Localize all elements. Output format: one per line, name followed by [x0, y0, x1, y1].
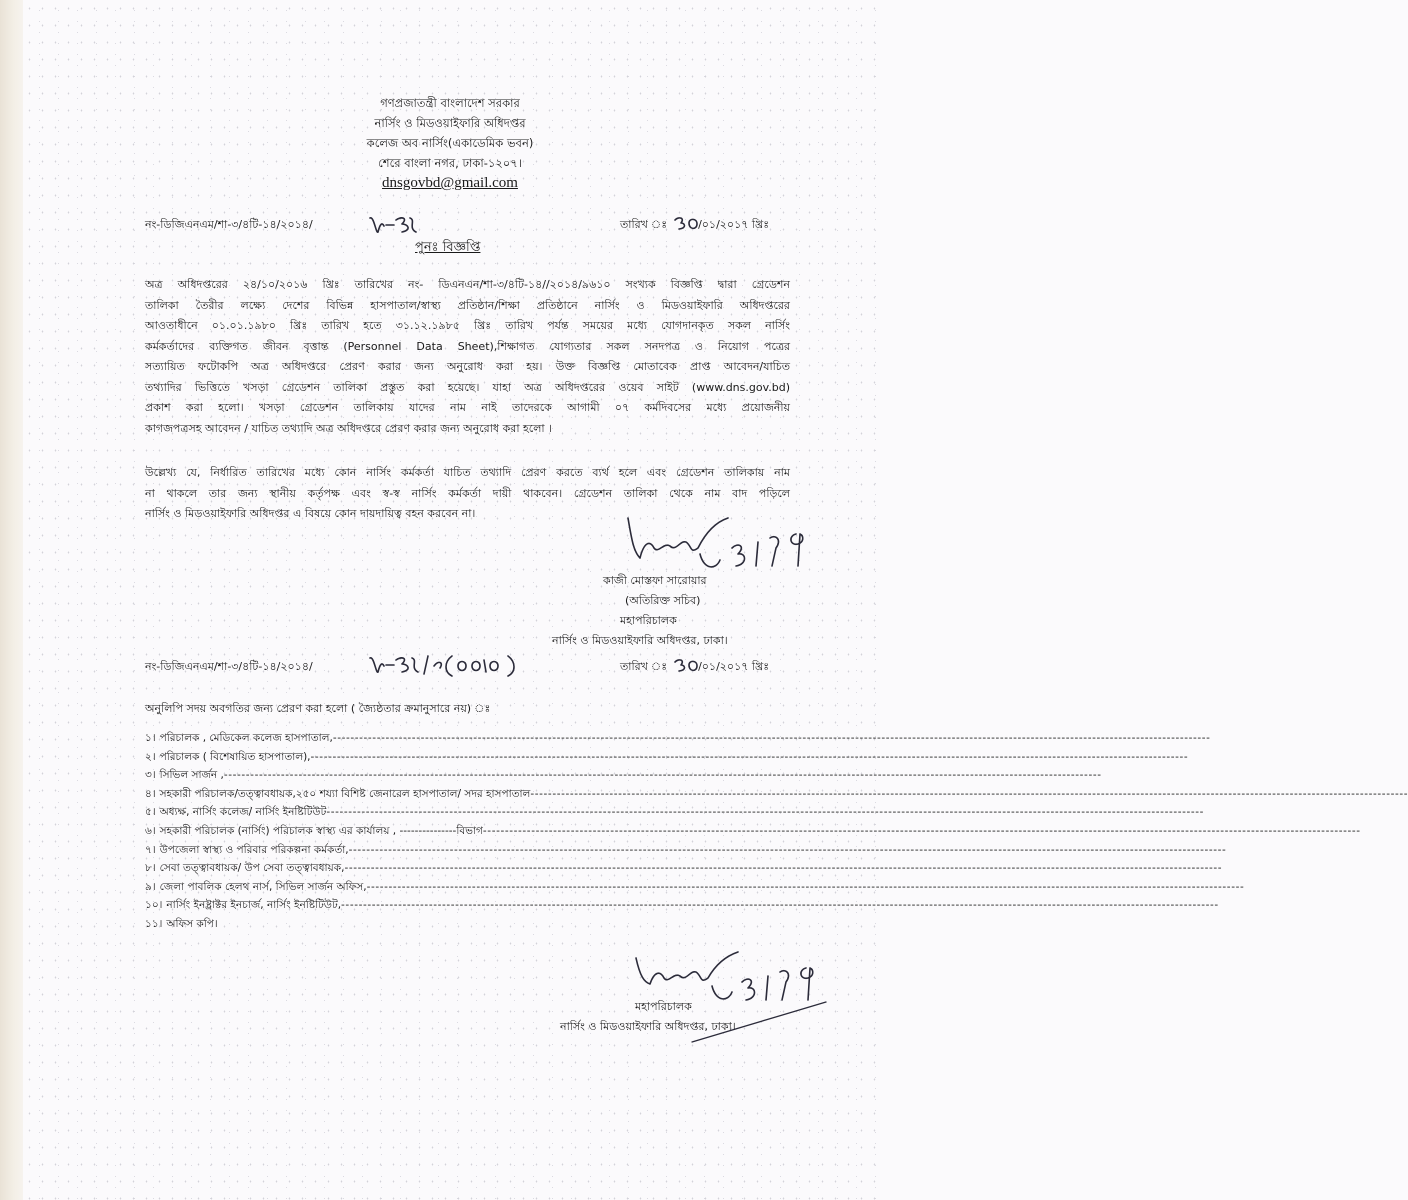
distribution-item [145, 766, 1102, 785]
memo1-date-label: তারিখ ঃ [620, 218, 668, 231]
memo2-reference-handwritten [368, 652, 538, 678]
distribution-item-text: সিভিল সার্জন , [159, 769, 224, 782]
signature-1-handwritten [620, 512, 820, 577]
distribution-item-fill-line: -------------------------------------------------------------------------------------------------------------------------------------------------------------------------------------------------------- [348, 843, 1227, 856]
paragraph-line: তথ্যাদির ভিত্তিতে খসড়া গ্রেডেশন তালিকা প্রস্তুত করা হয়েছে। যাহা অত্র অধিদপ্তরের ওয়েব সাইট (www.dns.gov.bd) [145, 380, 790, 394]
memo1-reference [145, 216, 313, 235]
distribution-item [145, 878, 1245, 897]
notice-title: পুনঃ বিজ্ঞপ্তি [415, 240, 481, 255]
paragraph-line: সত্যায়িত ফটোকপি অত্র অধিদপ্তরে প্রেরণ করার জন্য অনুরোধ করা হয়। উক্ত বিজ্ঞপ্তি মোতাবেক প্রাপ্ত আবেদন/যাচিত [145, 360, 790, 373]
paragraph-line: না থাকলে তার জন্য স্থানীয় কর্তৃপক্ষ এবং স্ব-স্ব নার্সিং কর্মকর্তা দায়ী থাকবেন। গ্রেডেশন তালিকা থেকে নাম বাদ পড়িলে [145, 486, 790, 500]
distribution-item [145, 803, 1205, 822]
distribution-item [145, 859, 1223, 878]
distribution-item [145, 915, 785, 934]
memo1-date-handwritten [673, 214, 699, 232]
distribution-item [145, 748, 1189, 767]
distribution-item-number: ২। [145, 750, 156, 763]
memo2-date-rest: /০১/২০১৭ খ্রিঃ [698, 660, 770, 673]
paragraph-line: প্রকাশ করা হলো। খসড়া গ্রেডেশন তালিকায় যাদের নাম নাই তাদেরকে আগামী ০৭ কর্মদিবসের মধ্যে প্রয়োজনীয় [145, 401, 790, 414]
distribution-item-text: পরিচালক ( বিশেষায়িত হাসপাতাল), [159, 750, 311, 763]
distribution-item-number: ১০। [145, 899, 163, 912]
distribution-item-text: সেবা তত্ত্বাবধায়ক/ উপ সেবা তত্ত্বাবধায়ক, [159, 862, 345, 875]
letterhead-email[interactable]: dnsgovbd@gmail.com [382, 175, 518, 191]
distribution-item-number: ৯। [145, 880, 156, 893]
letterhead [300, 93, 600, 193]
distribution-item [145, 822, 1361, 841]
distribution-item-fill-line: -------------------------------------------------------------------------------------------------------------------------------------------------------------------------------------------------------- [341, 899, 1219, 912]
distribution-item-text: পরিচালক , মেডিকেল কলেজ হাসপাতাল, [159, 732, 333, 744]
memo2-date-label: তারিখ ঃ [620, 660, 668, 673]
distribution-item [145, 896, 1219, 915]
body-paragraph-1 [145, 275, 790, 439]
distribution-item-number: ১। [145, 732, 156, 744]
memo2-date-handwritten [673, 656, 699, 674]
distribution-item-fill-line: -------------------------------------------------------------------------------------------------------------------------------------------------------------------------------------------------------- [326, 806, 1205, 819]
signature-2-office: নার্সিং ও মিডওয়াইফারি অধিদপ্তর, ঢাকা। [560, 1020, 736, 1033]
signature-2-underline [690, 1000, 830, 1045]
paragraph-line: নার্সিং ও মিডওয়াইফারি অধিদপ্তর এ বিষয়ে কোন দায়দায়িত্ব বহন করবেন না। [145, 507, 476, 520]
distribution-item-fill-line: -------------------------------------------------------------------------------------------------------------------------------------------------------------------------------------------------------- [223, 769, 1102, 782]
distribution-item-fill-line: -------------------------------------------------------------------------------------------------------------------------------------------------------------------------------------------------------- [332, 732, 1211, 744]
letterhead-directorate: নার্সিং ও মিডওয়াইফারি অধিদপ্তর [374, 116, 526, 130]
signatory-rank: (অতিরিক্ত সচিব) [625, 594, 701, 607]
distribution-item [145, 785, 1408, 804]
memo1-reference-printed: নং-ডিজিএনএম/শা-৩/৪টি-১৪/২০১৪/ [145, 218, 313, 231]
signatory-name: কাজী মোস্তফা সারোয়ার [603, 574, 707, 587]
paragraph-line: উল্লেখ্য যে, নির্ধারিত তারিখের মধ্যে কোন নার্সিং কর্মকর্তা যাচিত তথ্যাদি প্রেরণ করতে ব্যর্থ হলে এবং গ্রেডেশন তালিকায় নাম [145, 466, 790, 479]
signatory-designation: মহাপরিচালক [620, 614, 677, 627]
distribution-item-text: সহকারী পরিচালক/তত্ত্বাবধায়ক,২৫০ শয্যা বিশিষ্ট জেনারেল হাসপাতাল/ সদর হাসপাতাল [159, 787, 531, 800]
distribution-item-number: ১১। [145, 917, 163, 930]
distribution-item-number: ৭। [145, 843, 156, 856]
memo2-reference-printed: নং-ডিজিএনএম/শা-৩/৪টি-১৪/২০১৪/ [145, 660, 313, 673]
distribution-item-text: অধ্যক্ষ, নার্সিং কলেজ/ নার্সিং ইনষ্টিটিউট [159, 806, 327, 819]
paragraph-line: তালিকা তৈরীর লক্ষ্যে দেশের বিভিন্ন হাসপাতাল/স্বাস্থ্য প্রতিষ্ঠান/শিক্ষা প্রতিষ্ঠানে নার্সিং ও মিডওয়াইফারি অধিদপ্তরের [145, 298, 790, 312]
distribution-item-text: উপজেলা স্বাস্থ্য ও পরিবার পরিকল্পনা কর্মকর্তা, [159, 843, 349, 856]
distribution-item [145, 841, 1227, 860]
distribution-item-number: ৮। [145, 862, 156, 875]
distribution-list [145, 729, 1408, 934]
scan-left-edge [0, 0, 23, 1200]
distribution-item-fill-line: -------------------------------------------------------------------------------------------------------------------------------------------------------------------------------------------------------- [310, 750, 1189, 763]
paragraph-line: কাগজপত্রসহ আবেদন / যাচিত তথ্যাদি অত্র অধিদপ্তরে প্রেরণ করার জন্য অনুরোধ করা হলো । [145, 421, 553, 435]
distribution-item-fill-line: -------------------------------------------------------------------------------------------------------------------------------------------------------------------------------------------------------- [344, 862, 1223, 875]
copy-intro: অনুলিপি সদয় অবগতির জন্য প্রেরণ করা হলো ( জ্যৈষ্ঠতার ক্রমানুসারে নয়) ঃ [145, 702, 491, 715]
signatory-office: নার্সিং ও মিডওয়াইফারি অধিদপ্তর, ঢাকা। [552, 634, 728, 647]
distribution-item-number: ৬। [145, 824, 156, 837]
distribution-item-text: জেলা পাবলিক হেলথ নার্স, সিভিল সার্জন অফিস, [159, 880, 367, 893]
distribution-item-number: ৪। [145, 787, 156, 800]
memo1-reference-handwritten [368, 212, 418, 236]
distribution-item-fill-line: -------------------------------------------------------------------------------------------------------------------------------------------------------------------------------------------------------- [366, 880, 1245, 893]
distribution-item-fill-line: -------------------------------------------------------------------------------------------------------------------------------------------------------------------------------------------------------- [530, 787, 1408, 800]
letterhead-government: গণপ্রজাতন্ত্রী বাংলাদেশ সরকার [380, 96, 520, 110]
distribution-item-text: নার্সিং ইনষ্ট্রাক্টর ইনচার্জ, নার্সিং ইনষ্টিটিউট, [166, 899, 342, 912]
memo2-reference [145, 658, 313, 677]
distribution-item-text: সহকারী পরিচালক (নার্সিং) পরিচালক স্বাস্থ্য এর কার্যালয় , ---------------বিভাগ [159, 824, 483, 837]
distribution-item [145, 729, 1211, 748]
distribution-item-text: অফিস কপি। [166, 917, 218, 930]
distribution-item-number: ৫। [145, 806, 156, 819]
distribution-item-number: ৩। [145, 769, 156, 782]
letterhead-address: শেরে বাংলা নগর, ঢাকা-১২০৭। [378, 156, 522, 170]
paragraph-line: কর্মকর্তাদের ব্যক্তিগত জীবন বৃত্তান্ত (Personnel Data Sheet),শিক্ষাগত যোগ্যতার সকল সনদপত্র ও নিয়োগ পত্রের [145, 339, 790, 353]
paragraph-line: অত্র অধিদপ্তরের ২৪/১০/২০১৬ খ্রিঃ তারিখের নং- ডিএনএন/শা-৩/৪টি-১৪//২০১৪/৯৬১০ সংখ্যক বিজ্ঞপ্তি দ্বারা গ্রেডেশন [145, 278, 790, 291]
signature-2-designation: মহাপরিচালক [635, 1000, 692, 1013]
paragraph-line: আওতাধীনে ০১.০১.১৯৮০ খ্রিঃ তারিখ হতে ৩১.১২.১৯৮৫ খ্রিঃ তারিখ পর্যন্ত সময়ের মধ্যে যোগদানকৃত সকল নার্সিং [145, 319, 790, 332]
memo1-date-rest: /০১/২০১৭ খ্রিঃ [698, 218, 770, 231]
letterhead-building: কলেজ অব নার্সিং(একাডেমিক ভবন) [366, 136, 534, 150]
distribution-item-fill-line: -------------------------------------------------------------------------------------------------------------------------------------------------------------------------------------------------------- [482, 824, 1361, 837]
